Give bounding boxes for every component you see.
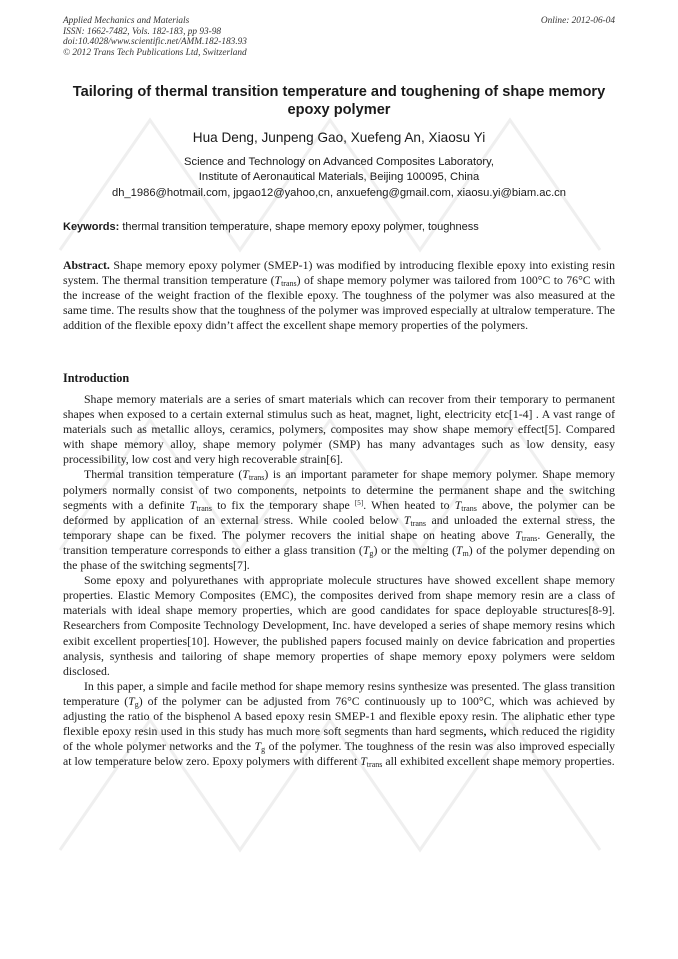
subscript-trans: trans — [461, 503, 477, 513]
abstract-paragraph — [63, 258, 615, 333]
online-date: Online: 2012-06-04 — [540, 16, 615, 26]
subscript-m: m — [462, 548, 469, 558]
symbol-t: T — [360, 754, 367, 769]
subscript-g: g — [261, 745, 266, 755]
keywords-line — [63, 220, 615, 234]
subscript-g: g — [369, 548, 374, 558]
text-run: ) is an important parameter for shape memory polymer. Shape memory polymers normally consist of two components, netpoints to determine the permanent shape and the switching segments with a definite — [63, 467, 615, 512]
journal-issn: ISSN: 1662-7482, Vols. 182-183, pp 93-98 — [63, 26, 222, 37]
paper-title: Tailoring of thermal transition temperature and toughening of shape memory epoxy polymer — [72, 84, 606, 118]
author-emails: dh_1986@hotmail.com, jpgao12@yahoo,cn, anxuefeng@gmail.com, xiaosu.yi@biam.ac.cn — [111, 186, 567, 199]
intro-paragraph-2 — [63, 467, 615, 573]
symbol-t: T — [515, 527, 522, 542]
abstract-text-1: Shape memory epoxy polymer (SMEP-1) was modified by introducing flexible epoxy into existing resin system. The thermal transition temperature ( — [63, 258, 616, 288]
section-heading-introduction: Introduction — [63, 371, 130, 385]
subscript-trans: trans — [248, 473, 265, 483]
intro-paragraph-4 — [63, 679, 615, 770]
symbol-t: T — [362, 542, 370, 557]
abstract-text-2: ) of shape memory polymer was tailored from 100°C to 76°C with the increase of the weight fraction of the flexible epoxy. The toughness of the polymer was also measured at the same time. The results show that the toughness of the polymer was improved especially at ultralow temperature. The addition of the flexible epoxy didn’t affect the excellent shape memory properties of the polymers. — [63, 273, 615, 333]
symbol-t: T — [189, 497, 197, 512]
text-run: . Generally, the transition temperature corresponds to either a glass transition ( — [63, 527, 615, 557]
subscript-g: g — [134, 699, 139, 709]
journal-name: Applied Mechanics and Materials — [63, 16, 190, 26]
abstract-label: Abstract. — [63, 258, 110, 272]
symbol-t: T — [454, 497, 462, 512]
journal-doi: doi:10.4028/www.scientific.net/AMM.182-183.93 — [63, 37, 247, 48]
text-run: ) of the polymer can be adjusted from 76°C continuously up to 100°C, which was achieved by adjusting the ratio of the bisphenol A based epoxy resin SMEP-1 and flexible epoxy resin. The aliphatic ether type flexible epoxy resin used in this study has much more soft segments than hard segments — [63, 693, 615, 739]
subscript-trans: trans — [410, 518, 427, 528]
text-run: ) of the polymer depending on the phase of the switching segments[7]. — [63, 542, 616, 573]
journal-header — [63, 16, 615, 58]
affiliation-line-1: Science and Technology on Advanced Composites Laboratory, — [184, 156, 494, 168]
affiliation-block — [63, 155, 615, 201]
subscript-trans: trans — [521, 533, 538, 543]
text-run: all exhibited excellent shape memory properties. — [382, 754, 615, 769]
keywords-text: thermal transition temperature, shape memory epoxy polymer, toughness — [122, 221, 479, 233]
journal-copyright: © 2012 Trans Tech Publications Ltd, Switzerland — [63, 47, 247, 58]
intro-paragraph-3: Some epoxy and polyurethanes with appropriate molecule structures have showed excellent shape memory properties. Elastic Memory Composites (EMC), the composites derived from shape memory resin are a class of materials with ideal shape memory properties, which are good candidates for space deployable structures[8-9]. Researchers from Composite Technology Development, Inc. have developed a series of shape memory resins which exibit excellent properties[10]. However, the published papers focused mainly on device fabrication and properties analysis, synthesis and tailoring of shape memory properties of shape memory epoxy polymers were seldom disclosed. — [63, 573, 615, 678]
subscript-trans: trans — [366, 760, 383, 770]
text-run: and unloaded the external stress, the temporary shape can be fixed. The polymer recovers the initial shape on heating above — [63, 512, 616, 542]
keywords-label: Keywords: — [63, 221, 120, 233]
symbol-t: T — [274, 273, 282, 288]
symbol-t: T — [128, 693, 135, 708]
symbol-t: T — [455, 542, 463, 557]
introduction-body — [63, 392, 615, 769]
text-run: above, the polymer can be deformed by application of an external stress. While cooled below — [63, 497, 615, 527]
text-run: of the polymer. The toughness of the resin was also improved especially at low temperature below zero. Epoxy polymers with different — [63, 739, 615, 769]
citation-superscript: [5] — [354, 498, 364, 507]
symbol-t: T — [242, 467, 249, 482]
symbol-t: T — [254, 739, 262, 754]
intro-paragraph-1: Shape memory materials are a series of smart materials which can recover from their temporary to permanent shapes when exposed to a certain external stimulus such as heat, magnet, light, electricity etc[1-4] . A vast range of materials such as metallic alloys, ceramics, polymers, composites may show shape memory effect[5]. Compared with shape memory alloy, shape memory polymer (SMP) has many advantages such as low density, easy processibility, low cost and very high recoverable strain[6]. — [63, 392, 615, 467]
text-run: which reduced the rigidity of the whole polymer networks and the — [63, 724, 616, 754]
text-run: Thermal transition temperature ( — [84, 467, 243, 482]
text-run: to fix the temporary shape — [211, 497, 355, 512]
text-run: In this paper, a simple and facile method for shape memory resins synthesize was presented. The glass transition temperature ( — [63, 678, 615, 708]
bold-comma: , — [483, 724, 487, 739]
author-list: Hua Deng, Junpeng Gao, Xuefeng An, Xiaosu Yi — [192, 130, 486, 145]
subscript-trans: trans — [196, 503, 212, 513]
affiliation-line-2: Institute of Aeronautical Materials, Beijing 100095, China — [198, 171, 480, 184]
text-run: ) or the melting ( — [373, 542, 456, 557]
subscript-trans: trans — [281, 279, 297, 289]
symbol-t: T — [403, 512, 411, 527]
text-run: . When heated to — [363, 497, 455, 512]
